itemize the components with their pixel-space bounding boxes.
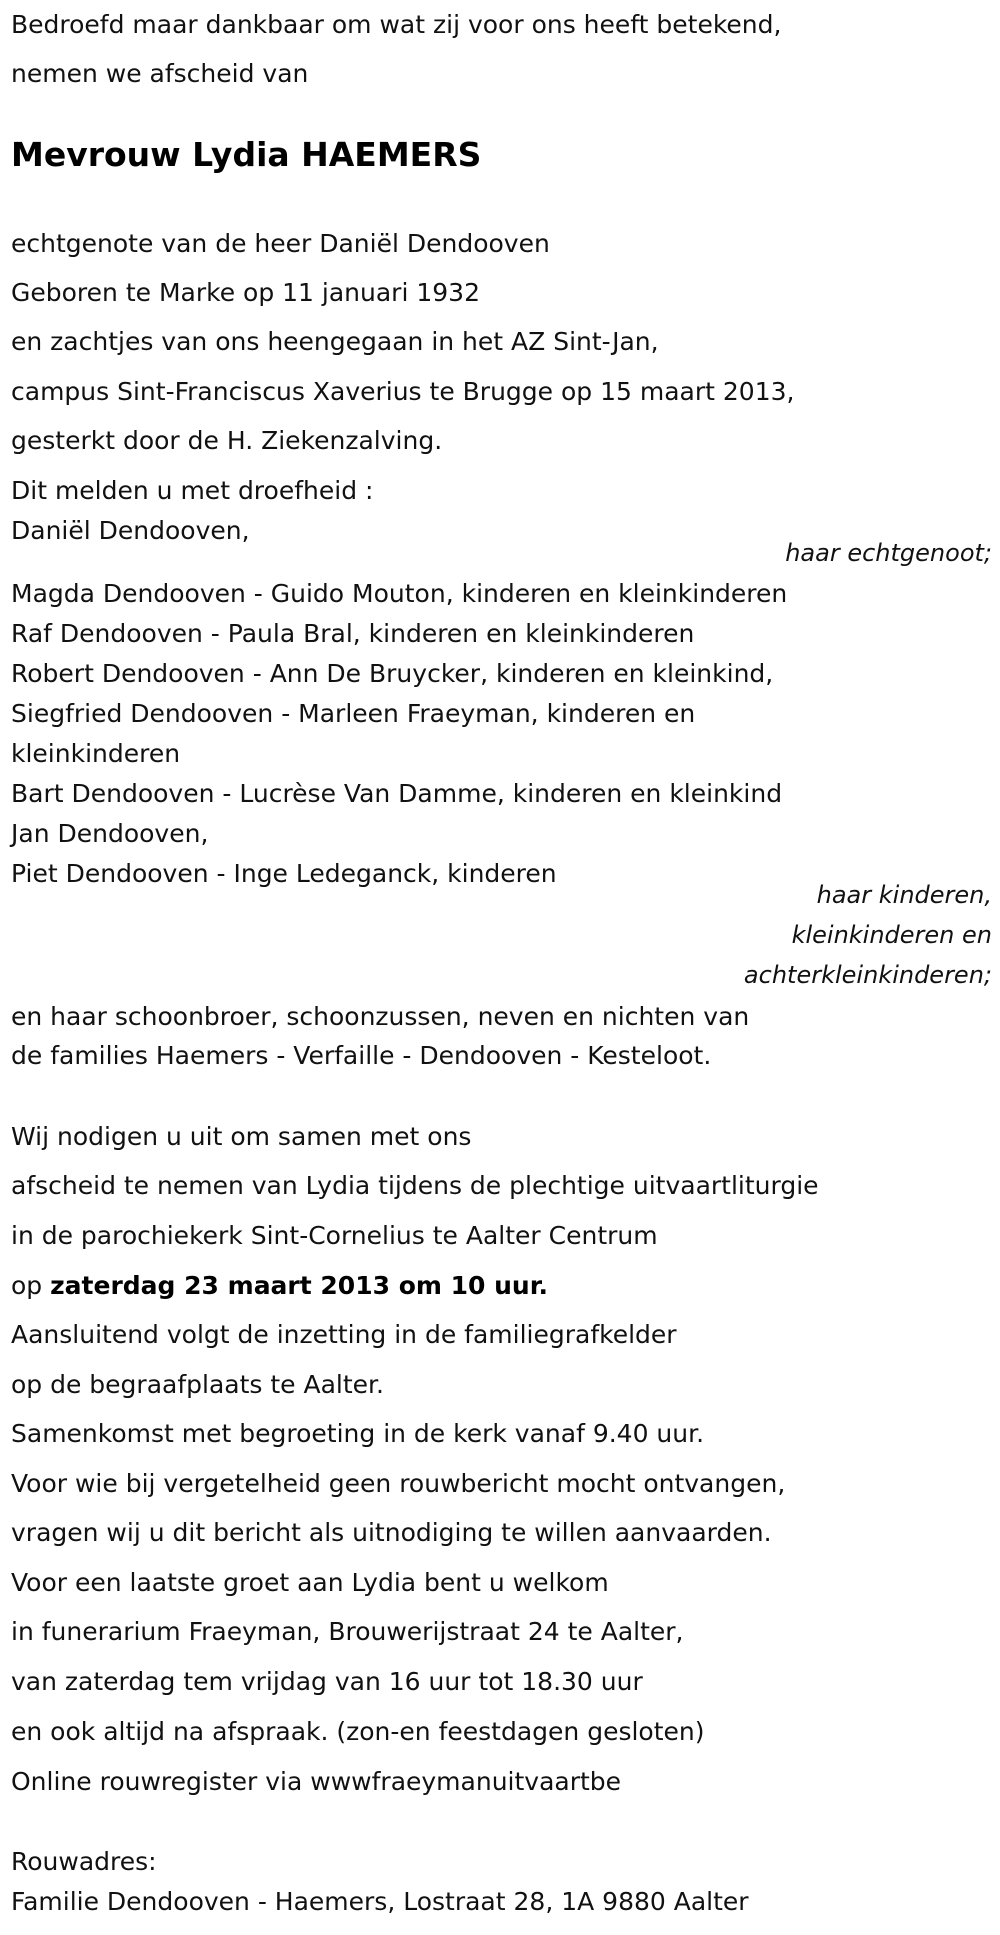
children-role-line-3: achterkleinkinderen; bbox=[743, 961, 992, 989]
child-line-6: Bart Dendooven - Lucrèse Van Damme, kinderen en kleinkind bbox=[11, 779, 783, 808]
info-line-4: Voor wie bij vergetelheid geen rouwbericht mocht ontvangen, bbox=[11, 1469, 786, 1498]
bio-line-2: Geboren te Marke op 11 januari 1932 bbox=[11, 278, 480, 307]
intro-line-2: nemen we afscheid van bbox=[11, 59, 309, 88]
invitation-line-3: in de parochiekerk Sint-Cornelius te Aalter Centrum bbox=[11, 1221, 658, 1250]
children-role-line-2: kleinkinderen en bbox=[791, 921, 992, 949]
bio-line-5: gesterkt door de H. Ziekenzalving. bbox=[11, 426, 443, 455]
funeral-date: zaterdag 23 maart 2013 om 10 uur. bbox=[50, 1271, 548, 1300]
info-line-8: van zaterdag tem vrijdag van 16 uur tot 18.30 uur bbox=[11, 1667, 643, 1696]
child-line-4: Siegfried Dendooven - Marleen Fraeyman, kinderen en bbox=[11, 699, 696, 728]
bio-line-4: campus Sint-Franciscus Xaverius te Brugge op 15 maart 2013, bbox=[11, 377, 795, 406]
info-line-7: in funerarium Fraeyman, Brouwerijstraat 24 te Aalter, bbox=[11, 1617, 684, 1646]
child-line-1: Magda Dendooven - Guido Mouton, kinderen en kleinkinderen bbox=[11, 579, 788, 608]
families-line-2: de families Haemers - Verfaille - Dendooven - Kesteloot. bbox=[11, 1041, 712, 1070]
address-label: Rouwadres: bbox=[11, 1847, 157, 1876]
invitation-line-2: afscheid te nemen van Lydia tijdens de plechtige uitvaartliturgie bbox=[11, 1171, 819, 1200]
bio-line-3: en zachtjes van ons heengegaan in het AZ Sint-Jan, bbox=[11, 327, 659, 356]
funeral-date-prefix: op bbox=[11, 1271, 51, 1300]
spouse-name: Daniël Dendooven, bbox=[11, 516, 250, 545]
child-line-8: Piet Dendooven - Inge Ledeganck, kinderen bbox=[11, 859, 557, 888]
address-value: Familie Dendooven - Haemers, Lostraat 28, 1A 9880 Aalter bbox=[11, 1887, 749, 1916]
families-line-1: en haar schoonbroer, schoonzussen, neven en nichten van bbox=[11, 1002, 750, 1031]
info-line-6: Voor een laatste groet aan Lydia bent u welkom bbox=[11, 1568, 609, 1597]
info-line-3: Samenkomst met begroeting in de kerk vanaf 9.40 uur. bbox=[11, 1419, 705, 1448]
child-line-3: Robert Dendooven - Ann De Bruycker, kinderen en kleinkind, bbox=[11, 659, 774, 688]
info-line-9: en ook altijd na afspraak. (zon-en feestdagen gesloten) bbox=[11, 1717, 705, 1746]
announcement-line: Dit melden u met droefheid : bbox=[11, 476, 374, 505]
funeral-date-line bbox=[11, 1271, 548, 1301]
info-line-2: op de begraafplaats te Aalter. bbox=[11, 1370, 384, 1399]
info-line-1: Aansluitend volgt de inzetting in de familiegrafkelder bbox=[11, 1320, 677, 1349]
spouse-role: haar echtgenoot; bbox=[785, 539, 992, 567]
bio-line-1: echtgenote van de heer Daniël Dendooven bbox=[11, 229, 550, 258]
invitation-line-1: Wij nodigen u uit om samen met ons bbox=[11, 1122, 472, 1151]
child-line-5: kleinkinderen bbox=[11, 739, 181, 768]
online-register-line: Online rouwregister via wwwfraeymanuitvaartbe bbox=[11, 1767, 622, 1796]
intro-line-1: Bedroefd maar dankbaar om wat zij voor ons heeft betekend, bbox=[11, 10, 782, 39]
deceased-name-title: Mevrouw Lydia HAEMERS bbox=[11, 135, 482, 174]
children-role-line-1: haar kinderen, bbox=[816, 881, 992, 909]
child-line-7: Jan Dendooven, bbox=[11, 819, 209, 848]
child-line-2: Raf Dendooven - Paula Bral, kinderen en kleinkinderen bbox=[11, 619, 695, 648]
info-line-5: vragen wij u dit bericht als uitnodiging te willen aanvaarden. bbox=[11, 1518, 772, 1547]
